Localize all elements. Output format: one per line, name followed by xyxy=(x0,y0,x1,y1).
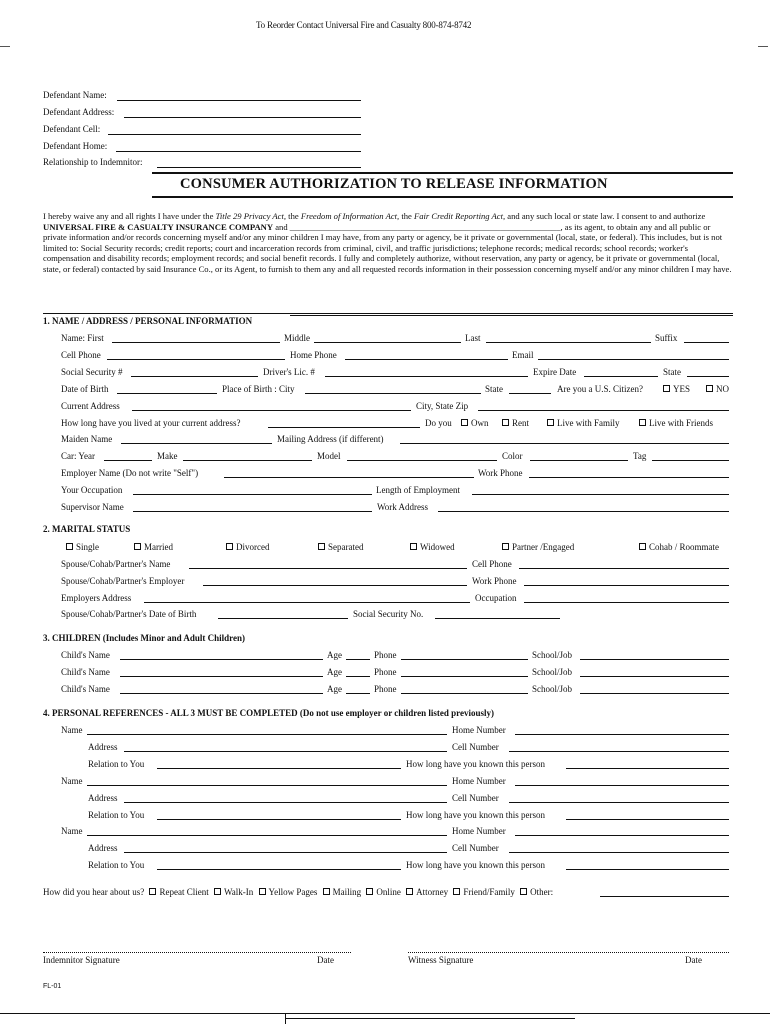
married-label: Married xyxy=(144,542,173,552)
ref1-cell-label: Cell Number xyxy=(452,742,499,752)
child1-name-field[interactable] xyxy=(120,659,323,660)
defendant-cell-label: Defendant Cell: xyxy=(43,124,101,134)
title-rule-bottom xyxy=(152,196,733,198)
child3-age-field[interactable] xyxy=(346,693,370,694)
widowed-label: Widowed xyxy=(420,542,455,552)
ref1-name-field[interactable] xyxy=(87,734,447,735)
hear-option-attorney[interactable]: Attorney xyxy=(403,887,448,897)
hear-question: How did you hear about us? xyxy=(43,887,145,897)
child3-age-label: Age xyxy=(327,684,342,694)
ref2-known-label: How long have you known this person xyxy=(406,810,545,820)
yes-checkbox-icon[interactable] xyxy=(663,385,670,392)
ref3-relation-field[interactable] xyxy=(157,869,401,870)
footer-tick xyxy=(285,1013,286,1024)
spouse-employer-field[interactable] xyxy=(203,585,467,586)
child1-school-label: School/Job xyxy=(532,650,573,660)
relationship-label: Relationship to Indemnitor: xyxy=(43,157,143,167)
dl-state-label: State xyxy=(663,367,681,377)
spouse-cell-label: Cell Phone xyxy=(472,559,512,569)
ref1-known-field[interactable] xyxy=(566,768,729,769)
child2-age-label: Age xyxy=(327,667,342,677)
form-id: FL-01 xyxy=(43,983,62,990)
witness-signature-label: Witness Signature xyxy=(408,955,474,965)
child1-age-field[interactable] xyxy=(346,659,370,660)
partner-label: Partner /Engaged xyxy=(512,542,575,552)
no-label: NO xyxy=(716,384,729,394)
indemnitor-signature-label: Indemnitor Signature xyxy=(43,955,120,965)
cohab-label: Cohab / Roommate xyxy=(649,542,719,552)
suffix-label: Suffix xyxy=(655,333,678,343)
ref1-home-field[interactable] xyxy=(515,734,729,735)
child1-name-label: Child's Name xyxy=(61,650,110,660)
dob-label: Date of Birth xyxy=(61,384,109,394)
home-phone-label: Home Phone xyxy=(290,350,337,360)
car-year-field[interactable] xyxy=(104,460,152,461)
spouse-name-label: Spouse/Cohab/Partner's Name xyxy=(61,559,171,569)
email-label: Email xyxy=(512,350,534,360)
child3-phone-field[interactable] xyxy=(401,693,528,694)
single-label: Single xyxy=(76,542,100,552)
first-name-field[interactable] xyxy=(112,342,280,343)
form-title: CONSUMER AUTHORIZATION TO RELEASE INFORMATION xyxy=(180,176,608,192)
child1-school-field[interactable] xyxy=(580,659,729,660)
section3-heading: 3. CHILDREN (Includes Minor and Adult Children) xyxy=(43,633,245,643)
live-family-checkbox-icon[interactable] xyxy=(547,419,554,426)
own-label: Own xyxy=(471,418,489,428)
spouse-work-phone-field[interactable] xyxy=(524,585,729,586)
yes-label: YES xyxy=(673,384,691,394)
witness-date-label: Date xyxy=(685,955,702,965)
live-family-option[interactable] xyxy=(547,418,620,429)
footer-rule xyxy=(0,1013,770,1014)
ref2-name-field[interactable] xyxy=(87,785,447,786)
car-model-label: Model xyxy=(317,451,341,461)
ref3-relation-label: Relation to You xyxy=(88,860,145,870)
drivers-lic-label: Driver's Lic. # xyxy=(263,367,315,377)
indemnitor-signature-line[interactable] xyxy=(43,952,351,953)
expire-date-field[interactable] xyxy=(584,376,658,377)
right-edge-mark xyxy=(758,46,768,47)
pob-label: Place of Birth : City xyxy=(222,384,295,394)
hear-option-mailing[interactable]: Mailing xyxy=(320,887,362,897)
hear-about-us xyxy=(43,887,553,898)
other-checkbox-icon[interactable] xyxy=(520,888,527,895)
child3-name-field[interactable] xyxy=(120,693,323,694)
own-checkbox-icon[interactable] xyxy=(461,419,468,426)
city-state-zip-label: City, State Zip xyxy=(416,401,469,411)
live-friends-checkbox-icon[interactable] xyxy=(639,419,646,426)
spouse-ssn-field[interactable] xyxy=(435,618,560,619)
home-phone-field[interactable] xyxy=(345,359,508,360)
child3-name-label: Child's Name xyxy=(61,684,110,694)
indemnitor-date-label: Date xyxy=(317,955,334,965)
ref3-name-field[interactable] xyxy=(87,835,447,836)
defendant-home-label: Defendant Home: xyxy=(43,141,108,151)
car-color-label: Color xyxy=(502,451,523,461)
ref2-name-label: Name xyxy=(61,776,83,786)
occupation-label: Your Occupation xyxy=(61,485,123,495)
pob-state-label: State xyxy=(485,384,503,394)
yellow-pages-checkbox-icon[interactable] xyxy=(259,888,266,895)
ref1-known-label: How long have you known this person xyxy=(406,759,545,769)
separated-label: Separated xyxy=(328,542,364,552)
length-employment-label: Length of Employment xyxy=(376,485,460,495)
defendant-cell-field[interactable] xyxy=(108,134,361,135)
spouse-occupation-field[interactable] xyxy=(524,602,729,603)
attorney-checkbox-icon[interactable] xyxy=(406,888,413,895)
ref2-relation-field[interactable] xyxy=(157,819,401,820)
footer-rule-2 xyxy=(285,1018,575,1019)
employer-name-label: Employer Name (Do not write "Self") xyxy=(61,468,199,478)
friend-family-checkbox-icon[interactable] xyxy=(453,888,460,895)
spouse-ssn-label: Social Security No. xyxy=(353,609,424,619)
dob-field[interactable] xyxy=(117,393,217,394)
ssn-field[interactable] xyxy=(131,376,258,377)
cell-phone-field[interactable] xyxy=(107,359,285,360)
ref1-cell-field[interactable] xyxy=(509,751,729,752)
partner-checkbox-icon[interactable] xyxy=(502,543,509,550)
ref1-name-label: Name xyxy=(61,725,83,735)
car-tag-field[interactable] xyxy=(652,460,729,461)
single-option[interactable] xyxy=(66,542,99,553)
title-rule-top xyxy=(152,172,733,174)
ref3-known-label: How long have you known this person xyxy=(406,860,545,870)
relationship-field[interactable] xyxy=(157,167,361,168)
ref3-address-label: Address xyxy=(88,843,118,853)
employers-address-field[interactable] xyxy=(144,602,470,603)
ssn-label: Social Security # xyxy=(61,367,123,377)
employers-address-label: Employers Address xyxy=(61,593,132,603)
child2-phone-field[interactable] xyxy=(401,676,528,677)
spouse-dob-label: Spouse/Cohab/Partner's Date of Birth xyxy=(61,609,197,619)
work-phone-field[interactable] xyxy=(529,477,729,478)
how-long-field[interactable] xyxy=(268,427,420,428)
repeat-client-checkbox-icon[interactable] xyxy=(149,888,156,895)
hear-option-walkin[interactable]: Walk-In xyxy=(211,887,253,897)
separated-checkbox-icon[interactable] xyxy=(318,543,325,550)
current-address-field[interactable] xyxy=(132,410,411,411)
defendant-home-field[interactable] xyxy=(116,151,361,152)
single-checkbox-icon[interactable] xyxy=(66,543,73,550)
pob-state-field[interactable] xyxy=(509,393,551,394)
no-checkbox-icon[interactable] xyxy=(706,385,713,392)
ref3-cell-label: Cell Number xyxy=(452,843,499,853)
employer-name-field[interactable] xyxy=(224,477,474,478)
work-address-label: Work Address xyxy=(377,502,429,512)
defendant-name-field[interactable] xyxy=(117,100,361,101)
ref2-home-label: Home Number xyxy=(452,776,506,786)
divorced-checkbox-icon[interactable] xyxy=(226,543,233,550)
child2-age-field[interactable] xyxy=(346,676,370,677)
spouse-work-phone-label: Work Phone xyxy=(472,576,517,586)
car-tag-label: Tag xyxy=(633,451,647,461)
widowed-checkbox-icon[interactable] xyxy=(410,543,417,550)
child2-name-field[interactable] xyxy=(120,676,323,677)
ref2-known-field[interactable] xyxy=(566,819,729,820)
child2-phone-label: Phone xyxy=(374,667,397,677)
car-make-label: Make xyxy=(157,451,178,461)
middle-name-field[interactable] xyxy=(314,342,461,343)
divorced-label: Divorced xyxy=(236,542,270,552)
child2-school-label: School/Job xyxy=(532,667,573,677)
last-name-field[interactable] xyxy=(486,342,651,343)
child3-school-label: School/Job xyxy=(532,684,573,694)
cohab-option[interactable] xyxy=(639,542,719,553)
city-state-zip-field[interactable] xyxy=(478,410,729,411)
mailing-checkbox-icon[interactable] xyxy=(323,888,330,895)
car-color-field[interactable] xyxy=(530,460,628,461)
how-long-label: How long have you lived at your current address? xyxy=(61,418,241,428)
last-name-label: Last xyxy=(465,333,481,343)
walk-in-checkbox-icon[interactable] xyxy=(214,888,221,895)
ref3-known-field[interactable] xyxy=(566,869,729,870)
rent-label: Rent xyxy=(512,418,529,428)
hear-option-yellow-pages[interactable]: Yellow Pages xyxy=(256,887,318,897)
citizen-yes-option[interactable] xyxy=(663,384,690,395)
authorization-paragraph: I hereby waive any and all rights I have under the Title 29 Privacy Act, the Freedom of Information Act, the Fair Credit Reporting Act, and any such local or state law. I consent to and authorize UNIVERSAL FIRE & CASUALTY INSURANCE COMPANY and _______________________________________________________________, as its agent, to obtain any and all public or private information and/or records concerning myself and/or any minor children I may have, from any party or agency, be it private or governmental (local, state, or federal). This includes, but is not limited to: Social Security records; credit reports; court and incarceration records from criminal, civil, and traffic jurisdictions; telephone records; medical records; school records; worker's compensation and disability records; employment records; and social benefit records. I fully and completely authorize, without reservation, any party or agency, be it private or governmental (local, state, or federal) contacted by said Insurance Co., or its Agent, to furnish to them any and all requested records information in their possession concerning myself and/or any minor children I may have. xyxy=(43,211,732,274)
mailing-address-field[interactable] xyxy=(400,443,729,444)
child3-school-field[interactable] xyxy=(580,693,729,694)
child3-phone-label: Phone xyxy=(374,684,397,694)
separated-option[interactable] xyxy=(318,542,363,553)
live-friends-option[interactable] xyxy=(639,418,713,429)
cell-phone-label: Cell Phone xyxy=(61,350,101,360)
first-name-label: Name: First xyxy=(61,333,104,343)
live-family-label: Live with Family xyxy=(557,418,620,428)
car-year-label: Car: Year xyxy=(61,451,95,461)
citizen-label: Are you a U.S. Citizen? xyxy=(557,384,643,394)
section1-heading: 1. NAME / ADDRESS / PERSONAL INFORMATION xyxy=(43,316,253,326)
married-checkbox-icon[interactable] xyxy=(134,543,141,550)
ref1-address-field[interactable] xyxy=(124,751,447,752)
work-address-field[interactable] xyxy=(438,511,729,512)
ref2-address-label: Address xyxy=(88,793,118,803)
ref1-relation-label: Relation to You xyxy=(88,759,145,769)
suffix-field[interactable] xyxy=(684,342,729,343)
section4-heading: 4. PERSONAL REFERENCES - ALL 3 MUST BE COMPLETED (Do not use employer or children listed previously) xyxy=(43,708,494,718)
pob-field[interactable] xyxy=(305,393,481,394)
child2-school-field[interactable] xyxy=(580,676,729,677)
supervisor-label: Supervisor Name xyxy=(61,502,124,512)
do-you-label: Do you xyxy=(425,418,452,428)
own-option[interactable] xyxy=(461,418,489,429)
supervisor-field[interactable] xyxy=(133,511,372,512)
car-model-field[interactable] xyxy=(347,460,497,461)
middle-name-label: Middle xyxy=(284,333,310,343)
spouse-employer-label: Spouse/Cohab/Partner's Employer xyxy=(61,576,185,586)
citizen-no-option[interactable] xyxy=(706,384,729,395)
reorder-note: To Reorder Contact Universal Fire and Casualty 800-874-8742 xyxy=(256,20,472,30)
rent-option[interactable] xyxy=(502,418,529,429)
ref3-name-label: Name xyxy=(61,826,83,836)
ref3-address-field[interactable] xyxy=(124,852,447,853)
ref3-home-label: Home Number xyxy=(452,826,506,836)
maiden-name-label: Maiden Name xyxy=(61,434,113,444)
ref1-relation-field[interactable] xyxy=(157,768,401,769)
occupation-field[interactable] xyxy=(133,494,372,495)
child1-age-label: Age xyxy=(327,650,342,660)
witness-signature-line[interactable] xyxy=(408,952,729,953)
ref2-cell-label: Cell Number xyxy=(452,793,499,803)
partner-option[interactable] xyxy=(502,542,574,553)
defendant-address-field[interactable] xyxy=(124,117,361,118)
hear-other-field[interactable] xyxy=(600,896,729,897)
section1-rule xyxy=(43,313,733,314)
mailing-address-label: Mailing Address (if different) xyxy=(277,434,384,444)
online-checkbox-icon[interactable] xyxy=(366,888,373,895)
child1-phone-label: Phone xyxy=(374,650,397,660)
hear-option-friend-family[interactable]: Friend/Family xyxy=(450,887,515,897)
maiden-name-field[interactable] xyxy=(121,443,272,444)
hear-option-other[interactable]: Other: xyxy=(517,887,553,897)
section2-heading: 2. MARITAL STATUS xyxy=(43,524,131,534)
spouse-name-field[interactable] xyxy=(189,568,467,569)
divorced-option[interactable] xyxy=(226,542,270,553)
car-make-field[interactable] xyxy=(183,460,312,461)
drivers-lic-field[interactable] xyxy=(325,376,528,377)
rent-checkbox-icon[interactable] xyxy=(502,419,509,426)
child1-phone-field[interactable] xyxy=(401,659,528,660)
spouse-dob-field[interactable] xyxy=(218,618,348,619)
length-employment-field[interactable] xyxy=(472,494,729,495)
email-field[interactable] xyxy=(538,359,729,360)
defendant-address-label: Defendant Address: xyxy=(43,107,115,117)
ref2-address-field[interactable] xyxy=(124,802,447,803)
ref2-relation-label: Relation to You xyxy=(88,810,145,820)
ref2-cell-field[interactable] xyxy=(509,802,729,803)
widowed-option[interactable] xyxy=(410,542,455,553)
child2-name-label: Child's Name xyxy=(61,667,110,677)
ref2-home-field[interactable] xyxy=(515,785,729,786)
ref3-home-field[interactable] xyxy=(515,835,729,836)
hear-option-online[interactable]: Online xyxy=(363,887,401,897)
ref3-cell-field[interactable] xyxy=(509,852,729,853)
current-address-label: Current Address xyxy=(61,401,120,411)
ref1-address-label: Address xyxy=(88,742,118,752)
work-phone-label: Work Phone xyxy=(478,468,523,478)
married-option[interactable] xyxy=(134,542,173,553)
cohab-checkbox-icon[interactable] xyxy=(639,543,646,550)
dl-state-field[interactable] xyxy=(687,376,729,377)
ref1-home-label: Home Number xyxy=(452,725,506,735)
section1-rule-2 xyxy=(290,315,733,316)
defendant-name-label: Defendant Name: xyxy=(43,90,107,100)
expire-date-label: Expire Date xyxy=(533,367,577,377)
left-edge-mark xyxy=(0,46,10,47)
hear-option-repeat[interactable]: Repeat Client xyxy=(146,887,208,897)
live-friends-label: Live with Friends xyxy=(649,418,713,428)
spouse-occupation-label: Occupation xyxy=(475,593,517,603)
spouse-cell-field[interactable] xyxy=(519,568,729,569)
